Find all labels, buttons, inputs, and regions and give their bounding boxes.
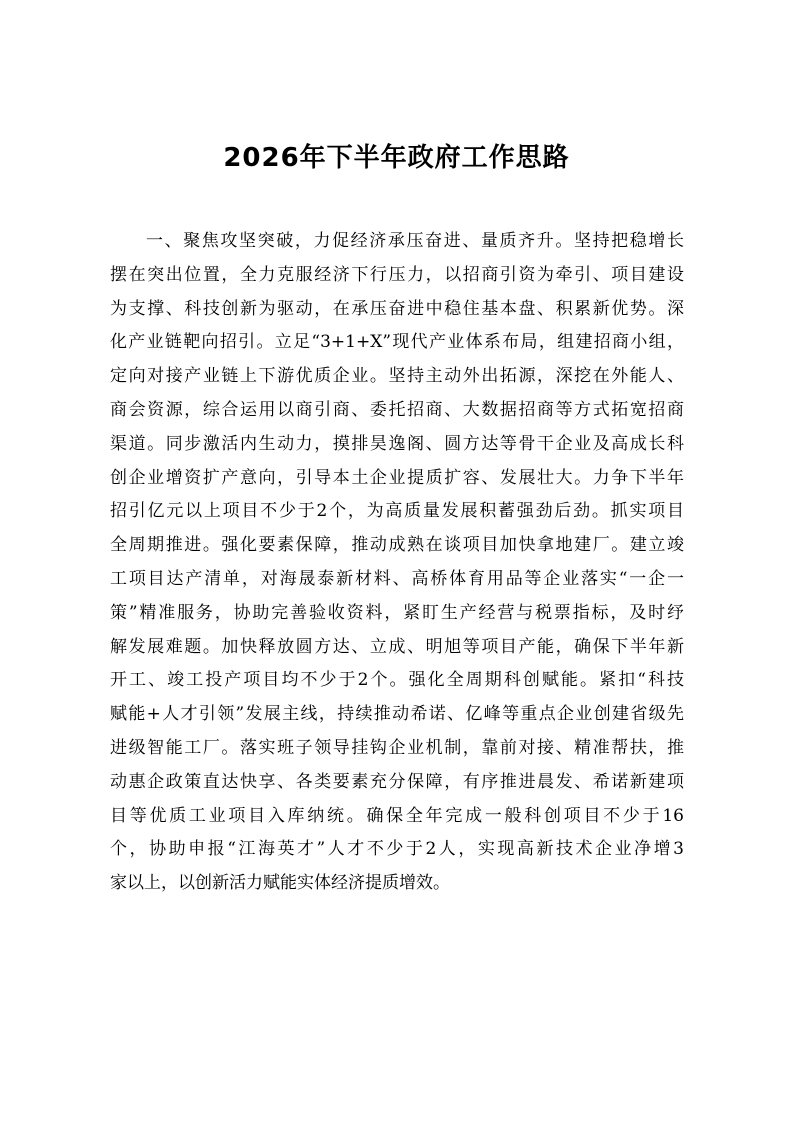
paragraph-line: 动惠企政策直达快享、各类要素充分保障，有序推进晨发、希诺新建项 bbox=[110, 771, 684, 792]
paragraph-line: 一、聚焦攻坚突破，力促经济承压奋进、量质齐升。坚持把稳增长 bbox=[146, 231, 684, 251]
paragraph-line: 开工、竣工投产项目均不少于2个。强化全周期科创赋能。紧扣“科技 bbox=[110, 670, 684, 691]
paragraph-line: 全周期推进。强化要素保障，推动成熟在谈项目加快拿地建厂。建立竣 bbox=[110, 535, 684, 556]
paragraph-line: 赋能+人才引领”发展主线，持续推动希诺、亿峰等重点企业创建省级先 bbox=[110, 704, 684, 725]
paragraph-line: 为支撑、科技创新为驱动，在承压奋进中稳住基本盘、积累新优势。深 bbox=[110, 298, 684, 319]
paragraph-line: 解发展难题。加快释放圆方达、立成、明旭等项目产能，确保下半年新 bbox=[110, 636, 684, 657]
document-title: 2026年下半年政府工作思路 bbox=[223, 143, 570, 173]
paragraph-line: 策”精准服务，协助完善验收资料，紧盯生产经营与税票指标，及时纾 bbox=[110, 602, 684, 623]
paragraph-line: 工项目达产清单，对海晟泰新材料、高桥体育用品等企业落实“一企一 bbox=[110, 568, 684, 589]
paragraph-line: 家以上，以创新活力赋能实体经济提质增效。 bbox=[110, 873, 450, 894]
paragraph-line: 商会资源，综合运用以商引商、委托招商、大数据招商等方式拓宽招商 bbox=[110, 399, 684, 420]
paragraph-line: 化产业链靶向招引。立足“3+1+X”现代产业体系布局，组建招商小组， bbox=[110, 332, 684, 353]
document-body bbox=[110, 225, 684, 901]
paragraph-line: 进级智能工厂。落实班子领导挂钩企业机制，靠前对接、精准帮扶，推 bbox=[110, 737, 684, 758]
paragraph-line: 定向对接产业链上下游优质企业。坚持主动外出拓源，深挖在外能人、 bbox=[110, 366, 684, 387]
paragraph-line: 渠道。同步激活内生动力，摸排昊逸阁、圆方达等骨干企业及高成长科 bbox=[110, 433, 684, 454]
paragraph-line: 个，协助申报“江海英才”人才不少于2人，实现高新技术企业净增3 bbox=[110, 839, 684, 860]
paragraph-line: 招引亿元以上项目不少于2个，为高质量发展积蓄强劲后劲。抓实项目 bbox=[110, 501, 684, 522]
paragraph-line: 创企业增资扩产意向，引导本土企业提质扩容、发展壮大。力争下半年 bbox=[110, 467, 684, 488]
paragraph-line: 目等优质工业项目入库纳统。确保全年完成一般科创项目不少于16 bbox=[110, 805, 684, 826]
paragraph-line: 摆在突出位置，全力克服经济下行压力，以招商引资为牵引、项目建设 bbox=[110, 264, 684, 285]
